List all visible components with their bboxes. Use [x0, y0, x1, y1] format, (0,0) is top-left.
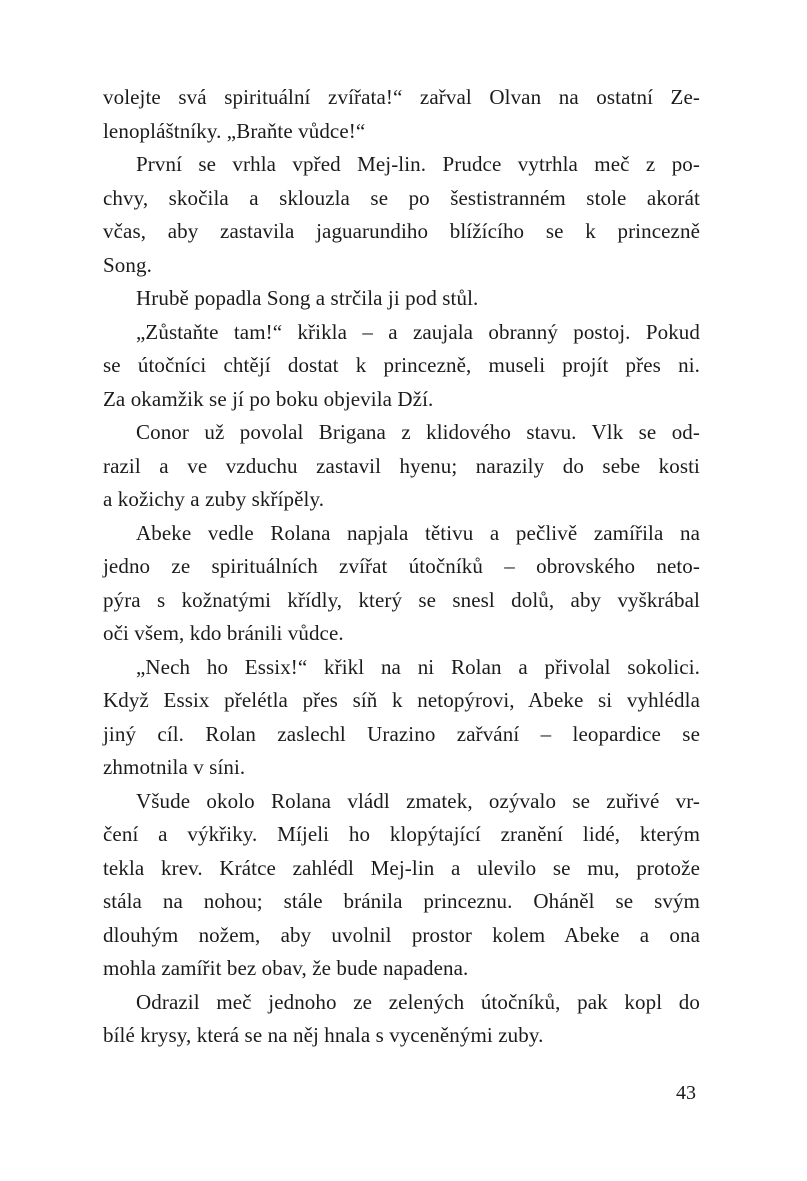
text-line: Abeke vedle Rolana napjala tětivu a pečlivě zamířila na: [136, 520, 700, 545]
paragraph: [103, 282, 700, 316]
text-line: Conor už povolal Brigana z klidového stavu. Vlk se od-: [136, 420, 700, 444]
text-line: volejte svá spirituální zvířata!“ zařval Olvan na ostatní Ze-: [103, 85, 700, 109]
text-line: První se vrhla vpřed Mej-lin. Prudce vytrhla meč z po-: [136, 152, 700, 176]
text-line: zhmotnila v síni.: [103, 755, 246, 779]
text-line: „Zůstaňte tam!“ křikla – a zaujala obranný postoj. Pokud: [136, 319, 700, 344]
paragraph: [103, 316, 700, 417]
text-line: Song.: [103, 252, 152, 277]
text-line: stála na nohou; stále bránila princeznu. Oháněl se svým: [103, 889, 700, 913]
page-number: 43: [676, 1082, 696, 1104]
text-line: Když Essix přelétla přes síň k netopýrovi, Abeke si vyhlédla: [103, 688, 700, 712]
paragraph: [103, 148, 700, 282]
paragraph: [103, 81, 700, 148]
text-line: tekla krev. Krátce zahlédl Mej-lin a ulevilo se mu, protože: [103, 855, 700, 880]
text-line: a kožichy a zuby skřípěly.: [103, 487, 325, 511]
text-line: „Nech ho Essix!“ křikl na ni Rolan a přivolal sokolici.: [136, 654, 700, 679]
text-line: dlouhým nožem, aby uvolnil prostor kolem Abeke a ona: [103, 922, 700, 947]
text-line: bílé krysy, která se na něj hnala s vyceněnými zuby.: [103, 1023, 544, 1047]
paragraph: [103, 517, 700, 651]
body-text: [103, 81, 700, 1053]
text-line: jiný cíl. Rolan zaslechl Urazino zařvání – leopardice se: [103, 721, 700, 746]
paragraph: [103, 416, 700, 517]
paragraph: [103, 785, 700, 986]
text-line: chvy, skočila a sklouzla se po šestistranném stole akorát: [103, 185, 700, 210]
text-line: čení a výkřiky. Míjeli ho klopýtající zranění lidé, kterým: [103, 822, 700, 846]
paragraph: [103, 651, 700, 785]
text-line: včas, aby zastavila jaguarundiho blížícího se k princezně: [103, 219, 700, 243]
text-line: lenopláštníky. „Braňte vůdce!“: [103, 118, 366, 143]
text-line: pýra s kožnatými křídly, který se snesl dolů, aby vyškrábal: [103, 587, 700, 612]
text-line: se útočníci chtějí dostat k princezně, museli projít přes ni.: [103, 353, 700, 377]
text-line: razil a ve vzduchu zastavil hyenu; narazily do sebe kosti: [103, 453, 700, 478]
text-line: Odrazil meč jednoho ze zelených útočníků, pak kopl do: [136, 989, 700, 1014]
text-line: Hrubě popadla Song a strčila ji pod stůl.: [136, 286, 479, 310]
paragraph: [103, 986, 700, 1053]
text-line: oči všem, kdo bránili vůdce.: [103, 621, 344, 645]
text-line: Všude okolo Rolana vládl zmatek, ozývalo se zuřivé vr-: [136, 788, 700, 813]
text-line: mohla zamířit bez obav, že bude napadena.: [103, 956, 469, 980]
text-line: jedno ze spirituálních zvířat útočníků – obrovského neto-: [103, 554, 700, 578]
text-line: Za okamžik se jí po boku objevila Dží.: [103, 386, 434, 411]
